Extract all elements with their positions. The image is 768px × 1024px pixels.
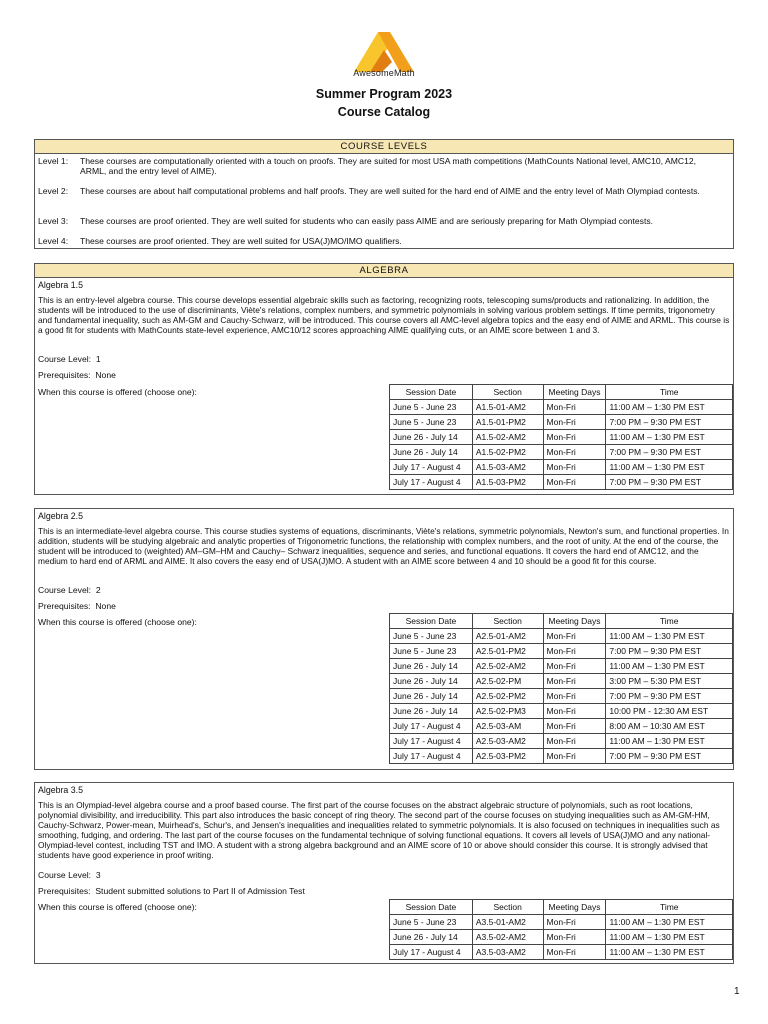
logo-wordmark: AwesomeMath: [353, 68, 415, 78]
meeting-days-cell: Mon-Fri: [543, 475, 606, 490]
time-cell: 10:00 PM - 12:30 AM EST: [606, 704, 733, 719]
col-meeting-days: Meeting Days: [543, 385, 606, 400]
table-row: [390, 629, 733, 644]
table-row: [390, 430, 733, 445]
session-date-cell: June 5 - June 23: [390, 915, 473, 930]
time-cell: 11:00 AM – 1:30 PM EST: [606, 734, 733, 749]
section-cell: A2.5-03-PM2: [472, 749, 543, 764]
session-date-cell: July 17 - August 4: [390, 719, 473, 734]
time-cell: 11:00 AM – 1:30 PM EST: [606, 400, 733, 415]
time-cell: 7:00 PM – 9:30 PM EST: [606, 749, 733, 764]
time-cell: 7:00 PM – 9:30 PM EST: [606, 475, 733, 490]
algebra-1-5-section: [34, 263, 734, 495]
table-row: [390, 674, 733, 689]
time-cell: 11:00 AM – 1:30 PM EST: [606, 430, 733, 445]
meeting-days-cell: Mon-Fri: [543, 915, 606, 930]
schedule-header-row: [390, 385, 733, 400]
time-cell: 11:00 AM – 1:30 PM EST: [606, 629, 733, 644]
col-section: Section: [472, 614, 543, 629]
meeting-days-cell: Mon-Fri: [543, 629, 606, 644]
level-label: Level 3:: [38, 216, 69, 226]
session-date-cell: June 5 - June 23: [390, 629, 473, 644]
course-level-label: Course Level:: [38, 354, 92, 364]
session-date-cell: July 17 - August 4: [390, 460, 473, 475]
prerequisites-row: [38, 601, 116, 611]
page-number: 1: [734, 986, 740, 997]
level-label: Level 4:: [38, 236, 69, 246]
col-time: Time: [606, 614, 733, 629]
meeting-days-cell: Mon-Fri: [543, 415, 606, 430]
table-row: [390, 445, 733, 460]
session-date-cell: June 26 - July 14: [390, 445, 473, 460]
col-session-date: Session Date: [390, 614, 473, 629]
session-date-cell: June 26 - July 14: [390, 930, 473, 945]
col-time: Time: [606, 900, 733, 915]
table-row: [390, 719, 733, 734]
table-row: [390, 930, 733, 945]
course-name: Algebra 1.5: [38, 280, 83, 290]
time-cell: 7:00 PM – 9:30 PM EST: [606, 445, 733, 460]
course-level-row: [38, 870, 101, 880]
meeting-days-cell: Mon-Fri: [543, 719, 606, 734]
level-description: These courses are proof oriented. They are well suited for USA(J)MO/IMO qualifiers.: [80, 236, 402, 246]
section-cell: A1.5-02-PM2: [472, 445, 543, 460]
page-title: Summer Program 2023: [315, 87, 453, 101]
section-cell: A2.5-03-AM2: [472, 734, 543, 749]
col-meeting-days: Meeting Days: [543, 614, 606, 629]
section-cell: A3.5-02-AM2: [472, 930, 543, 945]
level-description: These courses are about half computational problems and half proofs. They are well suited for the hard end of AIME and the entry level of Math Olympiad contests.: [80, 186, 700, 196]
meeting-days-cell: Mon-Fri: [543, 659, 606, 674]
time-cell: 11:00 AM – 1:30 PM EST: [606, 659, 733, 674]
prerequisites-label: Prerequisites:: [38, 886, 91, 896]
session-date-cell: June 26 - July 14: [390, 674, 473, 689]
course-level-row: [38, 354, 101, 364]
session-date-cell: July 17 - August 4: [390, 749, 473, 764]
algebra-3-5-section: [34, 782, 734, 964]
section-cell: A2.5-02-AM2: [472, 659, 543, 674]
col-session-date: Session Date: [390, 900, 473, 915]
meeting-days-cell: Mon-Fri: [543, 430, 606, 445]
level-label: Level 2:: [38, 186, 69, 196]
course-level-label: Course Level:: [38, 585, 92, 595]
course-level-value: 2: [95, 585, 101, 595]
section-cell: A3.5-01-AM2: [472, 915, 543, 930]
table-row: [390, 460, 733, 475]
col-session-date: Session Date: [390, 385, 473, 400]
table-row: [390, 704, 733, 719]
session-date-cell: June 26 - July 14: [390, 659, 473, 674]
table-row: [390, 475, 733, 490]
col-time: Time: [606, 385, 733, 400]
time-cell: 11:00 AM – 1:30 PM EST: [606, 460, 733, 475]
section-cell: A2.5-02-PM: [472, 674, 543, 689]
course-level-label: Course Level:: [38, 870, 92, 880]
table-row: [390, 915, 733, 930]
meeting-days-cell: Mon-Fri: [543, 445, 606, 460]
section-cell: A3.5-03-AM2: [472, 945, 543, 960]
session-date-cell: June 26 - July 14: [390, 704, 473, 719]
course-description: This is an entry-level algebra course. This course develops essential algebraic skills such as factoring, recognizing roots, telescoping sums/products and rationalizing. In addition, the students will be introduced to the use of discriminants, Viète's relations, complex numbers, and symmetric polynomials in solving various problem settings. If time permits, trigonometry and fundamental inequality, such as AM-GM and Cauchy-Schwarz, will be introduced. This course covers all AMC-level algebra topics and the easy end of AIME and ARML. This course is a good fit for students with MathCounts state-level experience, AMC10/12 scores approaching AIME qualifying cuts, or an AIME score between 1 and 3.: [38, 295, 730, 335]
session-date-cell: June 5 - June 23: [390, 415, 473, 430]
schedule-header-row: [390, 614, 733, 629]
course-level-value: 1: [95, 354, 101, 364]
table-row: [390, 415, 733, 430]
time-cell: 11:00 AM – 1:30 PM EST: [606, 930, 733, 945]
section-cell: A1.5-03-PM2: [472, 475, 543, 490]
section-cell: A1.5-02-AM2: [472, 430, 543, 445]
meeting-days-cell: Mon-Fri: [543, 749, 606, 764]
section-cell: A1.5-03-AM2: [472, 460, 543, 475]
session-date-cell: June 26 - July 14: [390, 430, 473, 445]
time-cell: 3:00 PM – 5:30 PM EST: [606, 674, 733, 689]
page-subtitle: Course Catalog: [337, 105, 431, 119]
course-description: This is an Olympiad-level algebra course and a proof based course. The first part of the course focuses on the abstract algebraic structure of polynomials, such as root locations, polynomial divisibility, and irreducibility. This part also introduces the basic concept of ring theory. The second part of the course focuses on studying inequalities such as AM-GM-HM, Cauchy-Schwarz, Power-mean, Muirhead's, Schur's, and Jensen's inequalities and inequalities related to symmetric polynomials. It is also focused on techniques in inequalities such as smoothing, fudging, and ordering. The last part of the course focuses on the fundamental technique of solving functional equations. It covers all levels of USA(J)MO and any national-Olympiad-level contest, including TST and IMO. A student with a strong algebra background and an AIME score of 10 or above should consider this course. It is strongly advised that students have good experience in proof writing.: [38, 800, 720, 860]
course-name: Algebra 3.5: [38, 785, 83, 795]
section-cell: A2.5-03-AM: [472, 719, 543, 734]
algebra-heading: ALGEBRA: [35, 264, 733, 278]
session-date-cell: July 17 - August 4: [390, 475, 473, 490]
level-label: Level 1:: [38, 156, 69, 166]
offered-label: When this course is offered (choose one):: [38, 902, 197, 912]
col-section: Section: [472, 900, 543, 915]
session-date-cell: June 5 - June 23: [390, 644, 473, 659]
meeting-days-cell: Mon-Fri: [543, 460, 606, 475]
meeting-days-cell: Mon-Fri: [543, 930, 606, 945]
col-meeting-days: Meeting Days: [543, 900, 606, 915]
level-description: These courses are computationally oriented with a touch on proofs. They are suited for most USA math competitions (MathCounts National level, AMC10, AMC12, ARML, and the entry level of AIME).: [80, 156, 697, 176]
meeting-days-cell: Mon-Fri: [543, 734, 606, 749]
table-row: [390, 659, 733, 674]
section-cell: A2.5-02-PM3: [472, 704, 543, 719]
prerequisites-value: Student submitted solutions to Part II of Admission Test: [95, 886, 305, 896]
table-row: [390, 400, 733, 415]
section-cell: A2.5-01-AM2: [472, 629, 543, 644]
course-level-row: [38, 585, 101, 595]
meeting-days-cell: Mon-Fri: [543, 704, 606, 719]
table-row: [390, 734, 733, 749]
session-date-cell: July 17 - August 4: [390, 945, 473, 960]
session-date-cell: June 26 - July 14: [390, 689, 473, 704]
meeting-days-cell: Mon-Fri: [543, 945, 606, 960]
course-level-value: 3: [95, 870, 101, 880]
prerequisites-row: [38, 886, 305, 896]
meeting-days-cell: Mon-Fri: [543, 400, 606, 415]
session-date-cell: June 5 - June 23: [390, 400, 473, 415]
col-section: Section: [472, 385, 543, 400]
session-date-cell: July 17 - August 4: [390, 734, 473, 749]
time-cell: 7:00 PM – 9:30 PM EST: [606, 689, 733, 704]
course-description: This is an intermediate-level algebra course. This course studies systems of equations, discriminants, Viète's relations, symmetric polynomials, Newton's sum, and functional properties. In addition, students will be studying algebraic and analytic properties of Trigonometric functions, the relationship with complex numbers, and the root of unity. At the end of the course, the student will be introduced to (weighted) AM–GM–HM and Cauchy– Schwarz inequalities, sequence and series, and functional equations. It covers the hard end of AMC12, and the medium to hard end of ARML and AIME. It also covers the easy end of USA(J)MO. A student with an AIME score between 4 and 10 should be a good fit for this course.: [38, 526, 729, 566]
table-row: [390, 689, 733, 704]
prerequisites-label: Prerequisites:: [38, 370, 91, 380]
course-levels-heading: COURSE LEVELS: [35, 140, 733, 154]
meeting-days-cell: Mon-Fri: [543, 644, 606, 659]
time-cell: 8:00 AM – 10:30 AM EST: [606, 719, 733, 734]
time-cell: 11:00 AM – 1:30 PM EST: [606, 915, 733, 930]
table-row: [390, 749, 733, 764]
prerequisites-value: None: [95, 370, 116, 380]
schedule-header-row: [390, 900, 733, 915]
section-cell: A1.5-01-AM2: [472, 400, 543, 415]
section-cell: A2.5-02-PM2: [472, 689, 543, 704]
course-levels-section: [34, 139, 734, 249]
offered-label: When this course is offered (choose one):: [38, 387, 197, 397]
prerequisites-row: [38, 370, 116, 380]
schedule-table: [389, 384, 733, 490]
prerequisites-label: Prerequisites:: [38, 601, 91, 611]
meeting-days-cell: Mon-Fri: [543, 689, 606, 704]
section-cell: A2.5-01-PM2: [472, 644, 543, 659]
time-cell: 7:00 PM – 9:30 PM EST: [606, 644, 733, 659]
schedule-table: [389, 613, 733, 764]
level-description: These courses are proof oriented. They are well suited for students who can easily pass AIME and are seriously preparing for Math Olympiad contests.: [80, 216, 654, 226]
table-row: [390, 945, 733, 960]
time-cell: 7:00 PM – 9:30 PM EST: [606, 415, 733, 430]
meeting-days-cell: Mon-Fri: [543, 674, 606, 689]
section-cell: A1.5-01-PM2: [472, 415, 543, 430]
offered-label: When this course is offered (choose one):: [38, 617, 197, 627]
prerequisites-value: None: [95, 601, 116, 611]
course-name: Algebra 2.5: [38, 511, 83, 521]
table-row: [390, 644, 733, 659]
time-cell: 11:00 AM – 1:30 PM EST: [606, 945, 733, 960]
algebra-2-5-section: [34, 508, 734, 770]
schedule-table: [389, 899, 733, 960]
